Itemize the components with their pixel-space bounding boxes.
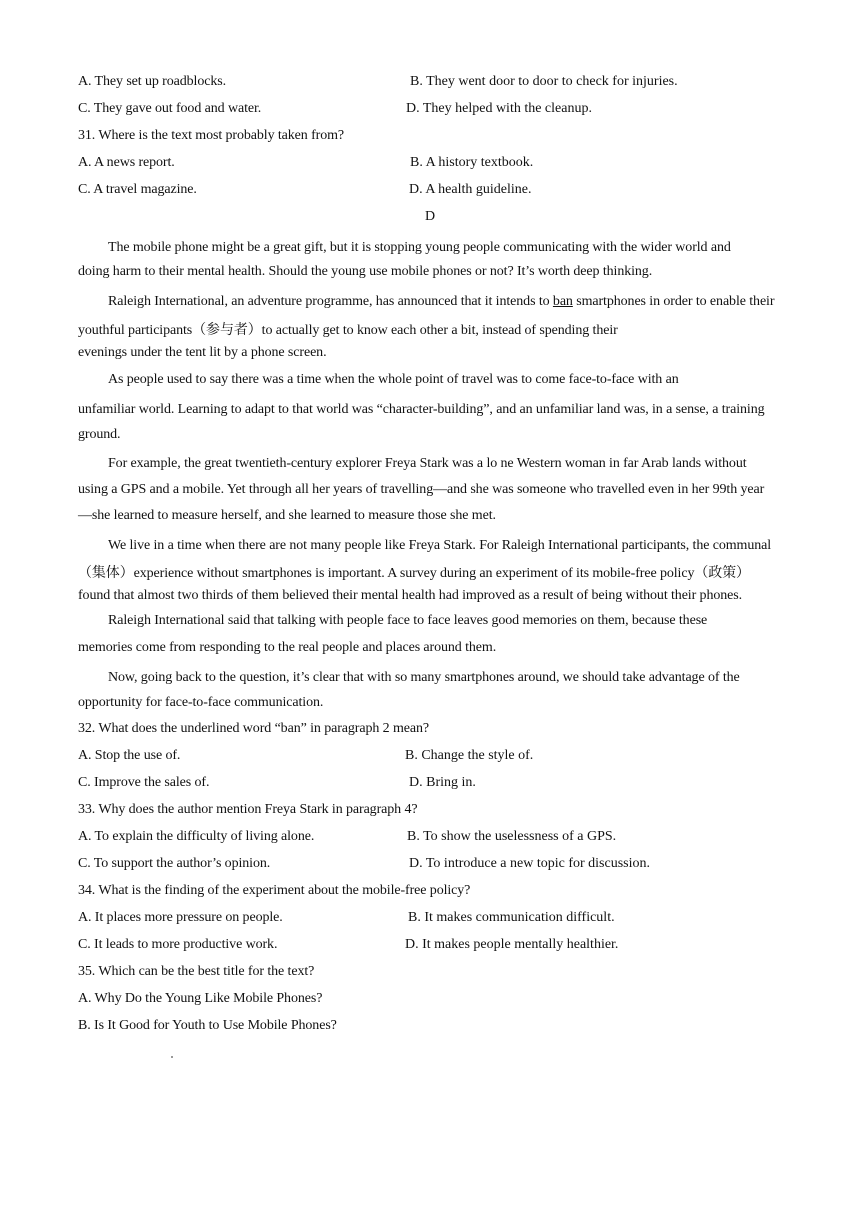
passage-p4-line1: For example, the great twentieth-century explorer Freya Stark was a lo ne Western woman in far Arab lands without: [108, 456, 747, 471]
passage-p3-line2: unfamiliar world. Learning to adapt to that world was “character-building”, and an unfamiliar land was, in a sense, a training: [78, 402, 765, 417]
section-letter: D: [425, 209, 436, 224]
q32-stem: 32. What does the underlined word “ban” in paragraph 2 mean?: [78, 721, 430, 736]
passage-p7-line2: opportunity for face-to-face communication.: [78, 695, 324, 710]
q32-option-c: C. Improve the sales of.: [78, 775, 210, 790]
q31-option-d: D. A health guideline.: [409, 182, 532, 197]
passage-p2-line1: [108, 294, 774, 310]
q34-option-b: B. It makes communication difficult.: [408, 910, 615, 925]
q34-option-a: A. It places more pressure on people.: [78, 910, 283, 925]
q30-option-b: B. They went door to door to check for injuries.: [410, 74, 678, 89]
q35-stem: 35. Which can be the best title for the text?: [78, 964, 315, 979]
passage-p4-line3: —she learned to measure herself, and she learned to measure those she met.: [78, 508, 496, 523]
q31-option-c: C. A travel magazine.: [78, 182, 197, 197]
q32-option-d: D. Bring in.: [409, 775, 476, 790]
q31-option-a: A. A news report.: [78, 155, 175, 170]
q34-option-c: C. It leads to more productive work.: [78, 937, 278, 952]
passage-p1-line1: The mobile phone might be a great gift, but it is stopping young people communicating with the wider world and: [108, 240, 731, 255]
q35-option-b: B. Is It Good for Youth to Use Mobile Phones?: [78, 1018, 337, 1033]
q30-option-a: A. They set up roadblocks.: [78, 74, 227, 89]
passage-p5-line3: found that almost two thirds of them believed their mental health had improved as a result of being without their phones.: [78, 588, 743, 603]
q32-option-a: A. Stop the use of.: [78, 748, 181, 763]
q33-option-d: D. To introduce a new topic for discussion.: [409, 856, 650, 871]
q30-option-d: D. They helped with the cleanup.: [406, 101, 592, 116]
passage-p2-line2: youthful participants（参与者）to actually get to know each other a bit, instead of spending their: [78, 323, 618, 338]
passage-p6-line1: Raleigh International said that talking with people face to face leaves good memories on them, because these: [108, 613, 708, 628]
passage-p4-line2: using a GPS and a mobile. Yet through all her years of travelling—and she was someone who travelled even in her 99th year: [78, 482, 765, 497]
passage-p3-line3: ground.: [78, 427, 121, 442]
passage-p3-line1: As people used to say there was a time when the whole point of travel was to come face-to-face with an: [108, 372, 679, 387]
passage-p2-text-a: Raleigh International, an adventure programme, has announced that it intends to: [108, 294, 553, 309]
q31-option-b: B. A history textbook.: [410, 155, 534, 170]
passage-p2-line3: evenings under the tent lit by a phone screen.: [78, 345, 327, 360]
passage-p1-line2: doing harm to their mental health. Should the young use mobile phones or not? It’s worth deep thinking.: [78, 264, 653, 279]
q34-stem: 34. What is the finding of the experiment about the mobile-free policy?: [78, 883, 471, 898]
q30-option-c: C. They gave out food and water.: [78, 101, 262, 116]
q33-stem: 33. Why does the author mention Freya Stark in paragraph 4?: [78, 802, 418, 817]
passage-p5-line1: We live in a time when there are not many people like Freya Stark. For Raleigh International participants, the communal: [108, 538, 772, 553]
q34-option-d: D. It makes people mentally healthier.: [405, 937, 619, 952]
q31-stem: 31. Where is the text most probably taken from?: [78, 128, 345, 143]
passage-p2-text-b: smartphones in order to enable their: [572, 294, 775, 309]
q33-option-b: B. To show the uselessness of a GPS.: [407, 829, 617, 844]
q32-option-b: B. Change the style of.: [405, 748, 534, 763]
passage-p5-line2: （集体）experience without smartphones is important. A survey during an experiment of its mobile-free policy（政策）: [78, 566, 750, 581]
underlined-word-ban: ban: [552, 294, 573, 309]
passage-p7-line1: Now, going back to the question, it’s clear that with so many smartphones around, we should take advantage of the: [108, 670, 740, 685]
passage-p6-line2: memories come from responding to the real people and places around them.: [78, 640, 497, 655]
q33-option-c: C. To support the author’s opinion.: [78, 856, 271, 871]
stray-dot: [171, 1056, 173, 1058]
q33-option-a: A. To explain the difficulty of living alone.: [78, 829, 315, 844]
q35-option-a: A. Why Do the Young Like Mobile Phones?: [78, 991, 323, 1006]
